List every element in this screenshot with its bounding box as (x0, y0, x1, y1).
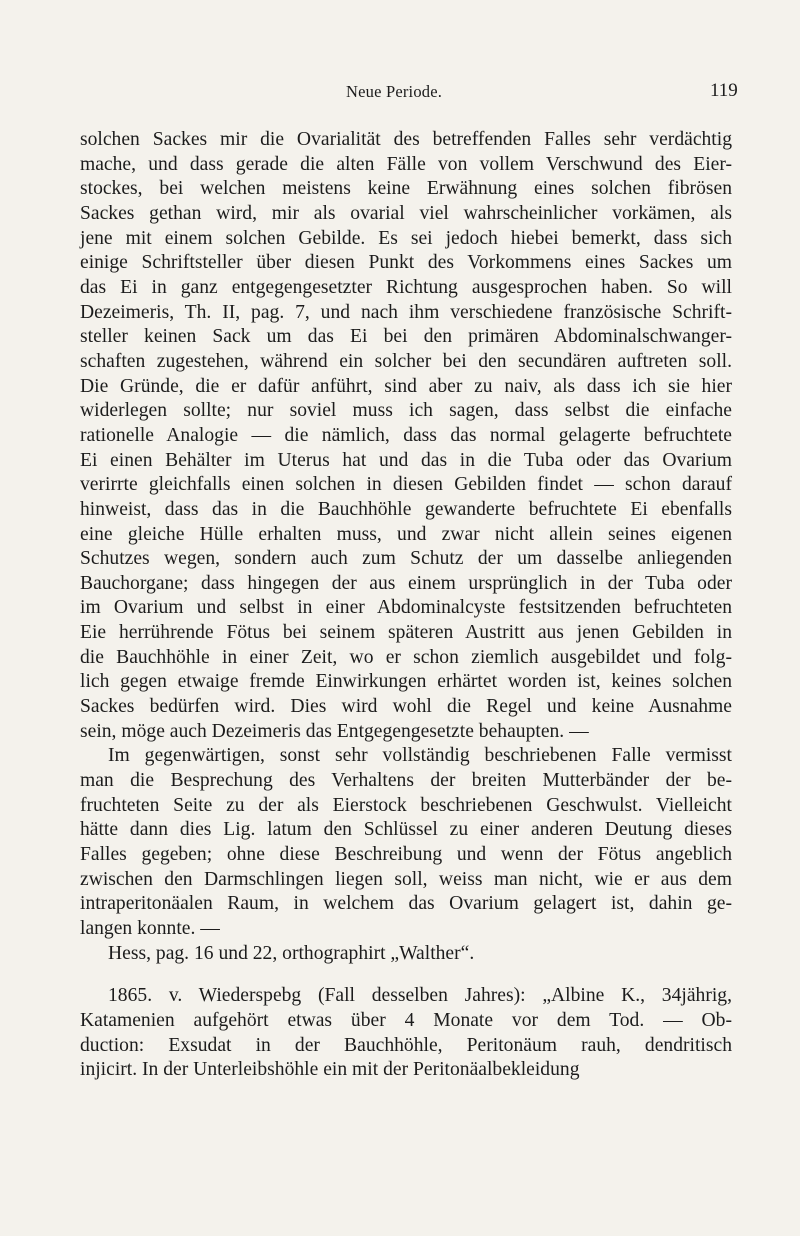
text-line: Bauchorgane; dass hingegen der aus einem ursprünglich in der Tuba oder (80, 572, 732, 594)
text-line: Im gegenwärtigen, sonst sehr vollständig beschriebenen Falle vermisst (108, 745, 732, 767)
text-line: Die Gründe, die er dafür anführt, sind aber zu naiv, als dass ich sie hier (80, 375, 732, 397)
footnote-line: Hess, pag. 16 und 22, orthographirt „Walther“. (108, 942, 475, 964)
page-number: 119 (710, 80, 738, 101)
text-line: Sackes gethan wird, mir als ovarial viel wahrscheinlicher vorkämen, als (80, 202, 732, 224)
text-line: hätte dann dies Lig. latum den Schlüssel zu einer anderen Deutung dieses (80, 819, 732, 841)
text-line: rationelle Analogie — die nämlich, dass das normal gelagerte befruchtete (80, 424, 732, 446)
text-line: im Ovarium und selbst in einer Abdominalcyste festsitzenden befruchteten (80, 597, 732, 619)
text-line: Sackes bedürfen wird. Dies wird wohl die Regel und keine Ausnahme (80, 696, 732, 718)
text-line: das Ei in ganz entgegengesetzter Richtung ausgesprochen haben. So will (80, 276, 732, 298)
text-line: stockes, bei welchen meistens keine Erwähnung eines solchen fibrösen (80, 178, 732, 200)
case-report-line: 1865. v. Wiederspebg (Fall desselben Jahres): „Albine K., 34jährig, (108, 985, 732, 1007)
text-line: Dezeimeris, Th. II, pag. 7, und nach ihm verschiedene französische Schrift- (80, 301, 732, 323)
text-line: eine gleiche Hülle erhalten muss, und zwar nicht allein seines eigenen (80, 523, 732, 545)
text-line: schaften zugestehen, während ein solcher bei den secundären auftreten soll. (80, 350, 732, 372)
case-report-line: Katamenien aufgehört etwas über 4 Monate vor dem Tod. — Ob- (80, 1009, 732, 1031)
text-line: lich gegen etwaige fremde Einwirkungen erhärtet worden ist, keines solchen (80, 671, 732, 693)
text-line: Falles gegeben; ohne diese Beschreibung und wenn der Fötus angeblich (80, 844, 732, 866)
page-header (0, 82, 800, 112)
text-line: widerlegen sollte; nur soviel muss ich sagen, dass selbst die einfache (80, 400, 732, 422)
text-line: die Bauchhöhle in einer Zeit, wo er schon ziemlich ausgebildet und folg- (80, 646, 732, 668)
text-line: intraperitonäalen Raum, in welchem das Ovarium gelagert ist, dahin ge- (80, 893, 732, 915)
text-line: verirrte gleichfalls einen solchen in diesen Gebilden findet — schon darauf (80, 474, 732, 496)
text-line: man die Besprechung des Verhaltens der breiten Mutterbänder der be- (80, 770, 732, 792)
text-line: hinweist, dass das in die Bauchhöhle gewanderte befruchtete Ei ebenfalls (80, 498, 732, 520)
text-line: jene mit einem solchen Gebilde. Es sei jedoch hiebei bemerkt, dass sich (80, 227, 732, 249)
text-line: solchen Sackes mir die Ovarialität des betreffenden Falles sehr verdächtig (80, 129, 732, 150)
text-line: fruchteten Seite zu der als Eierstock beschriebenen Geschwulst. Vielleicht (80, 794, 732, 816)
paragraph-gap (80, 966, 732, 984)
text-line: Eie herrührende Fötus bei seinem späteren Austritt aus jenen Gebilden in (80, 622, 732, 644)
case-report-line: duction: Exsudat in der Bauchhöhle, Peritonäum rauh, dendritisch (80, 1034, 732, 1056)
text-line: einige Schriftsteller über diesen Punkt des Vorkommens eines Sackes um (80, 252, 732, 274)
running-head: Neue Periode. (346, 82, 443, 101)
text-line: sein, möge auch Dezeimeris das Entgegengesetzte behaupten. — (80, 720, 589, 742)
text-line: mache, und dass gerade die alten Fälle von vollem Verschwund des Eier- (80, 153, 732, 175)
text-line: zwischen den Darmschlingen liegen soll, weiss man nicht, wie er aus dem (80, 868, 732, 890)
text-line: langen konnte. — (80, 918, 220, 939)
text-line: steller keinen Sack um das Ei bei den primären Abdominalschwanger- (80, 326, 732, 348)
case-report-line: injicirt. In der Unterleibshöhle ein mit der Peritonäalbekleidung (80, 1059, 580, 1081)
body-text (80, 128, 732, 1083)
text-line: Schutzes wegen, sondern auch zum Schutz der um dasselbe anliegenden (80, 548, 732, 570)
text-line: Ei einen Behälter im Uterus hat und das in die Tuba oder das Ovarium (80, 449, 732, 471)
